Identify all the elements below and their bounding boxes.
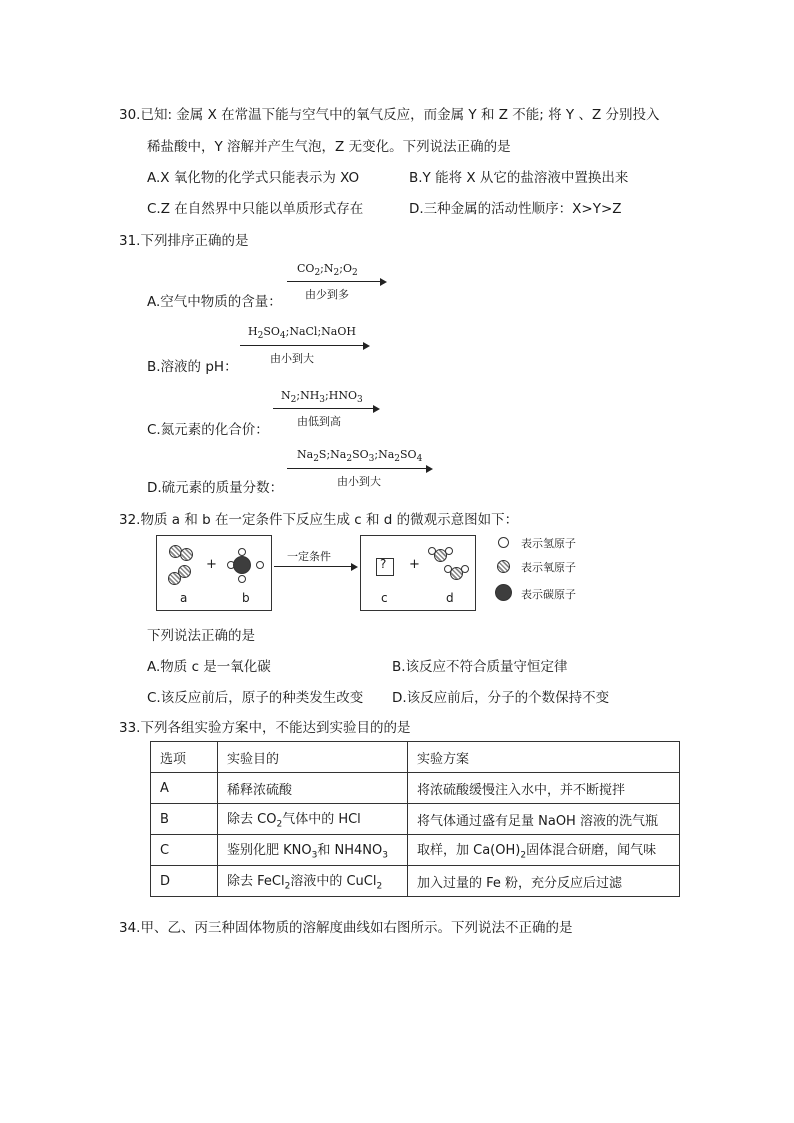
hydrogen-atom bbox=[445, 547, 453, 555]
legend-carbon-icon bbox=[495, 584, 512, 601]
reaction-condition: 一定条件 bbox=[287, 550, 331, 563]
row-option: C bbox=[151, 835, 218, 866]
table-row bbox=[151, 773, 680, 804]
q32-sub-stem: 下列说法正确的是 bbox=[147, 628, 255, 644]
q32-stem: 32.物质 a 和 b 在一定条件下反应生成 c 和 d 的微观示意图如下： bbox=[119, 512, 519, 528]
oxygen-atom bbox=[180, 548, 193, 561]
q32-option-a: A.物质 c 是一氧化碳 bbox=[147, 659, 271, 675]
q31-option-b-order: 由小到大 bbox=[270, 352, 314, 365]
q31-stem: 31.下列排序正确的是 bbox=[119, 233, 249, 249]
q31-option-a-label: A.空气中物质的含量： bbox=[147, 294, 282, 310]
legend-hydrogen-label: 表示氢原子 bbox=[521, 537, 576, 550]
q31-option-c-arrow bbox=[273, 408, 378, 409]
q31-option-d-formula: $Na_2S;Na_2SO_3;Na_2SO_4$ bbox=[297, 448, 423, 465]
q34-stem: 34.甲、乙、丙三种固体物质的溶解度曲线如右图所示。下列说法不正确的是 bbox=[119, 920, 573, 936]
reaction-arrow bbox=[274, 566, 356, 567]
q30-stem-line2: 稀盐酸中，Y 溶解并产生气泡，Z 无变化。下列说法正确的是 bbox=[147, 139, 511, 155]
q31-option-b-label: B.溶液的 pH： bbox=[147, 359, 238, 375]
legend-hydrogen-icon bbox=[498, 537, 509, 548]
row-goal: 鉴别化肥 $KNO_3$和 $NH4NO_3$ bbox=[218, 835, 408, 866]
row-plan: 将浓硫酸缓慢注入水中，并不断搅拌 bbox=[408, 773, 680, 804]
legend-carbon-label: 表示碳原子 bbox=[521, 588, 576, 601]
q32-option-c: C.该反应前后，原子的种类发生改变 bbox=[147, 690, 364, 706]
row-option: B bbox=[151, 804, 218, 835]
q31-option-a-formula: $CO_2;N_2;O_2$ bbox=[297, 262, 358, 279]
table-row bbox=[151, 866, 680, 897]
legend-oxygen-icon bbox=[497, 560, 510, 573]
plus-sign-right: + bbox=[409, 557, 420, 572]
label-c: c bbox=[381, 591, 388, 605]
q30-option-b: B.Y 能将 X 从它的盐溶液中置换出来 bbox=[409, 170, 629, 186]
label-d: d bbox=[446, 591, 454, 605]
header-plan: 实验方案 bbox=[408, 742, 680, 773]
q32-option-b: B.该反应不符合质量守恒定律 bbox=[392, 659, 568, 675]
question-mark: ? bbox=[380, 557, 387, 571]
table-row bbox=[151, 804, 680, 835]
hydrogen-atom bbox=[256, 561, 264, 569]
row-plan: 取样，加 $Ca(OH)_2$固体混合研磨，闻气味 bbox=[408, 835, 680, 866]
hydrogen-atom bbox=[461, 565, 469, 573]
carbon-atom bbox=[233, 556, 251, 574]
table-header-row bbox=[151, 742, 680, 773]
legend-oxygen-label: 表示氧原子 bbox=[521, 561, 576, 574]
q30-option-c: C.Z 在自然界中只能以单质形式存在 bbox=[147, 201, 364, 217]
experiment-table bbox=[150, 741, 680, 897]
row-goal: 稀释浓硫酸 bbox=[218, 773, 408, 804]
row-option: A bbox=[151, 773, 218, 804]
row-goal: 除去 FeCl$_2$溶液中的 CuCl$_2$ bbox=[218, 866, 408, 897]
q31-option-a-order: 由少到多 bbox=[305, 288, 349, 301]
q31-option-d-order: 由小到大 bbox=[337, 475, 381, 488]
q31-option-b-formula: $H_2SO_4;NaCl;NaOH$ bbox=[248, 325, 356, 342]
q31-option-a-arrow bbox=[287, 281, 385, 282]
row-plan: 加入过量的 Fe 粉，充分反应后过滤 bbox=[408, 866, 680, 897]
q31-option-d-arrow bbox=[287, 468, 431, 469]
q31-option-c-formula: $N_2;NH_3;HNO_3$ bbox=[281, 389, 363, 406]
q31-option-d-label: D.硫元素的质量分数： bbox=[147, 480, 284, 496]
hydrogen-atom bbox=[238, 548, 246, 556]
q31-option-c-label: C.氮元素的化合价： bbox=[147, 422, 269, 438]
row-goal: 除去 $CO_2$气体中的 HCl bbox=[218, 804, 408, 835]
oxygen-atom bbox=[178, 565, 191, 578]
table-row bbox=[151, 835, 680, 866]
row-option: D bbox=[151, 866, 218, 897]
plus-sign-left: + bbox=[206, 557, 217, 572]
header-option: 选项 bbox=[151, 742, 218, 773]
row-plan: 将气体通过盛有足量 NaOH 溶液的洗气瓶 bbox=[408, 804, 680, 835]
q31-option-c-order: 由低到高 bbox=[297, 415, 341, 428]
q32-option-d: D.该反应前后，分子的个数保持不变 bbox=[392, 690, 610, 706]
label-a: a bbox=[180, 591, 188, 605]
hydrogen-atom bbox=[238, 575, 246, 583]
q33-stem: 33.下列各组实验方案中，不能达到实验目的的是 bbox=[119, 720, 411, 736]
q30-option-a: A.X 氧化物的化学式只能表示为 XO bbox=[147, 170, 360, 186]
q31-option-b-arrow bbox=[240, 345, 368, 346]
q30-option-d: D.三种金属的活动性顺序：X>Y>Z bbox=[409, 201, 622, 217]
q30-stem-line1: 30.已知: 金属 X 在常温下能与空气中的氧气反应，而金属 Y 和 Z 不能; 将 Y 、Z 分别投入 bbox=[119, 107, 660, 123]
label-b: b bbox=[242, 591, 250, 605]
header-goal: 实验目的 bbox=[218, 742, 408, 773]
